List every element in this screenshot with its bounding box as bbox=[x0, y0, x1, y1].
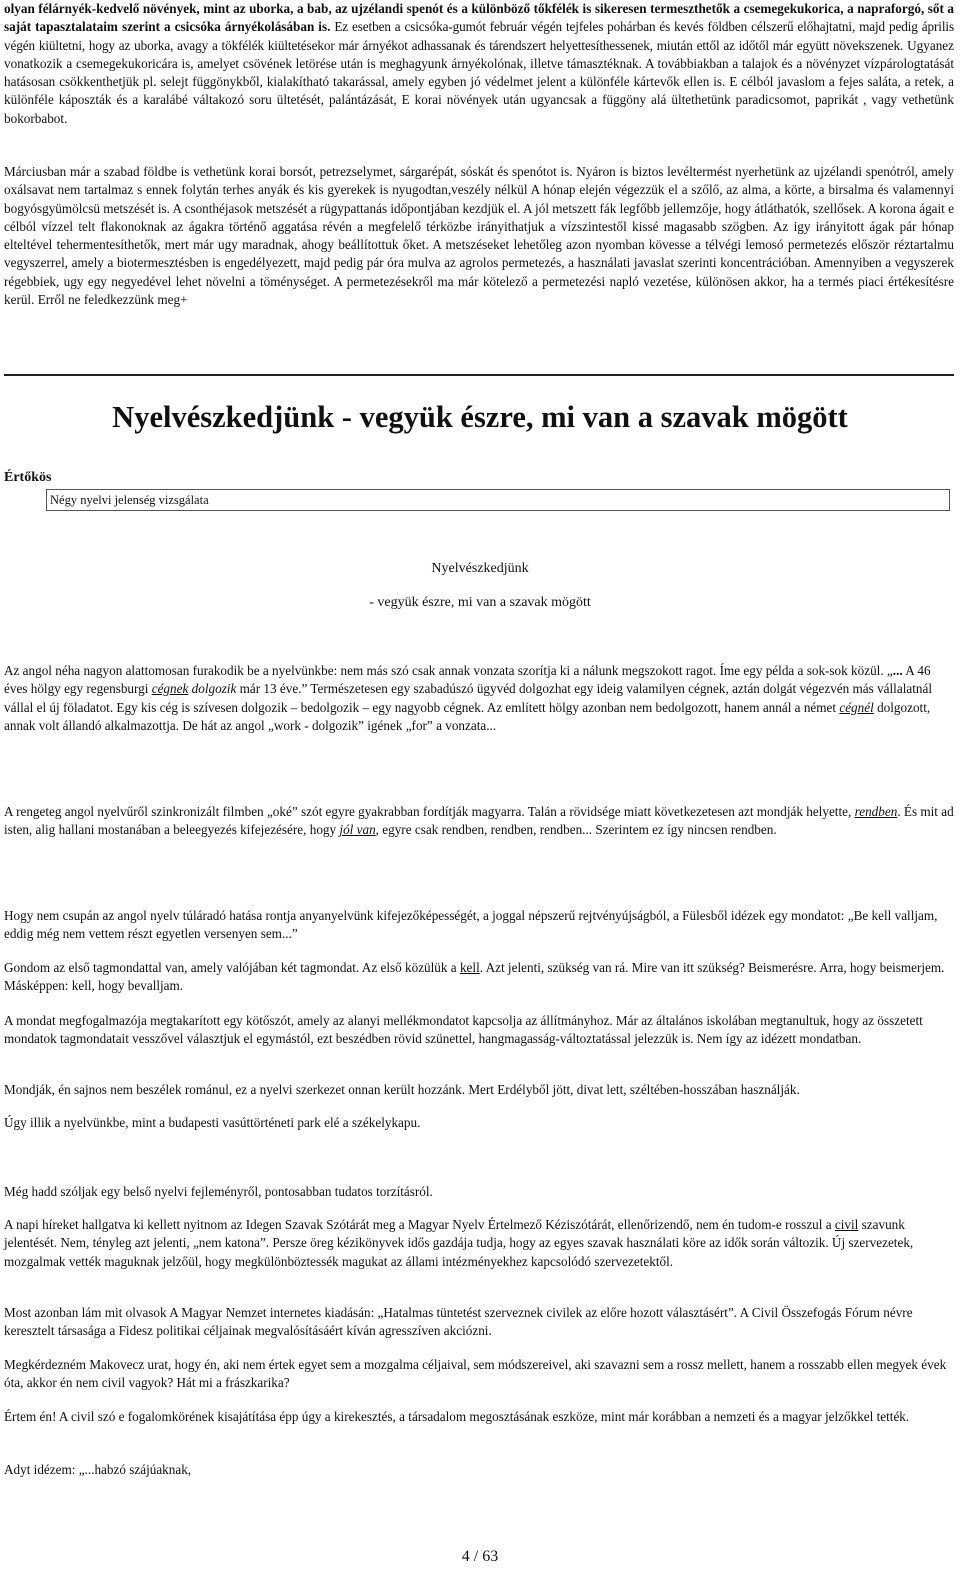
intro-paragraph-1 bbox=[4, 0, 954, 128]
a4-part-1: Gondom az első tagmondattal van, amely valójában két tagmondat. Az első közülük a bbox=[4, 960, 460, 975]
a9-part-2: szavunk jelentését. Nem, tényleg azt jelenti, „nem katona”. Persze öreg kézikönyvek idős gazdája tudja, hogy az egyes szavak használati köre az idők során változik. Új szervezetek, mozgalmak vették maguknak jelzőül, hogy megkülönböztessék magukat az állami intézményekhez kapcsolódó szervezetektől. bbox=[4, 1217, 914, 1269]
a2-underlined-1: rendben bbox=[854, 804, 898, 819]
a9-underlined: civil bbox=[834, 1217, 859, 1232]
article-paragraph-11: Megkérdezném Makovecz urat, hogy én, aki nem értek egyet sem a mozgalma céljaival, sem módszereivel, aki szavazni sem a rossz mellett, hanem a rosszabb ellen megyek évek óta, akkor én nem civil vagyok? Hát mi a frászkarika? bbox=[4, 1357, 947, 1391]
article-title: Nyelvészkedjünk - vegyük észre, mi van a szavak mögött bbox=[112, 400, 848, 434]
article-paragraph-7: Úgy illik a nyelvünkbe, mint a budapesti vasúttörténeti park elé a székelykapu. bbox=[4, 1115, 421, 1130]
intro-text-b: Ugyanez vonatkozik a csemegekukoricára is, amelyet csövének letörése után is meghagyunk árnyékolónak, illetve támasztéknak. bbox=[4, 37, 954, 71]
a2-part-1: A rengeteg angol nyelvűről szinkronizált filmben „oké” szót egyre gyakrabban fordítják magyarra. Talán a rövidsége miatt következetesen azt mondják helyette, bbox=[4, 804, 855, 819]
a2-part-3: , egyre csak rendben, rendben, rendben... Szerintem ez így nincsen rendben. bbox=[375, 822, 777, 838]
page-number: 4 / 63 bbox=[461, 1548, 499, 1565]
article-paragraph-1 bbox=[4, 662, 954, 735]
article-paragraph-10: Most azonban lám mit olvasok A Magyar Nemzet internetes kiadásán: „Hatalmas tüntetést szerveznek civilek az előre hozott választásért”. A Civil Összefogás Fórum névre keresztelt társasága a Fidesz politikai céljainak megvalósításáért kíván agresszíven akciózni. bbox=[4, 1305, 913, 1339]
article-paragraph-4 bbox=[4, 959, 954, 996]
intro-paragraph-2: Márciusban már a szabad földbe is vethetünk korai borsót, petrezselymet, sárgarépát, sóskát és spenótot is. Nyáron is biztos levéltermést nyerhetünk az ujzélandi spenótról, amely oxálsavat nem tartalmaz s ennek folytán terhes anyák és kis gyerekek is nyugodtan,veszély nélkül A hónap elején végezzük el a szőlő, az alma, a körte, a birsalma és valamennyi bogyósgyümölcsü metszését is. A csonthéjasok metszését a rügypattanás időpontjában kezdjük el. A jól metszett fák legfőbb jellemzője, hogy átláthatók, szellősek. A korona ágait e célból vízzel telt flakonoknak az ágakra történő aggatása révén a megfelelő térközbe irányithatjuk a vízszintestől kissé magasabb szögben. Az igy irányitott ágak pár hónap elteltével tehermentesíthetők, mert már ugy maradnak, ahogy beállítottuk őket. A metszéseket lehetőleg azon nyomban kövesse a télvégi lemosó permetezés először réztartalmu vegyszerrel, amely a biotermesztésben is engedélyezett, majd pedig pár óra mulva az agrolos permetezés, a használati javaslat szerinti koncentrációban. Amennyiben a vegyszerek régebbiek, ugy egy negyedével lehet növelni a töménységet. A permetezésekről ma már kötelező a permetezési napló vezetése, különösen akkor, ha a termés piaci értékesítésre kerül. Erről ne feledkezzünk meg+ bbox=[4, 164, 954, 308]
a1-dots: ... bbox=[892, 663, 903, 678]
a1-underlined-1: cégnek bbox=[151, 681, 189, 697]
article-paragraph-13: Adyt idézem: „...habzó szájúaknak, bbox=[4, 1462, 192, 1477]
centered-subtitle: - vegyük észre, mi van a szavak mögött bbox=[369, 595, 591, 610]
article-paragraph-9 bbox=[4, 1216, 954, 1271]
a1-underlined-2: cégnél bbox=[839, 699, 874, 715]
article-paragraph-6: Mondják, én sajnos nem beszélek románul, ez a nyelvi szerkezet onnan került hozzánk. Mert Erdélyből jött, divat lett, széltében-hosszában használják. bbox=[4, 1082, 800, 1097]
intro-text-c: A továbbiakban a talajok és a növényzet vízpárologtatását hatásosan csökkenthetjük pl. selejt függönykből, kialakítható takarással, amely egyben jó védelmet jelent a különféle kártevők ellen is. E célból javaslom a fejes saláta, a retek, a különféle káposzták és a karalábé váltakozó soru ültetését, palántázását, E korai növények után ugyancsak a függöny alá ültethetünk paradicsomot, paprikát , vagy vethetünk bokorbabot. bbox=[4, 55, 954, 126]
article-paragraph-5: A mondat megfogalmazója megtakarított egy kötőszót, amely az alanyi mellékmondatot kapcsolja az állítmányhoz. Már az általános iskolában megtanultuk, hogy az összetett mondatok tagmondatait vesszővel választjuk el egymástól, ezt beszédben rövid szünettel, hangmagasság-változtatással jelezzük is. Nem így az idézett mondatban. bbox=[4, 1013, 923, 1047]
article-paragraph-3: Hogy nem csupán az angol nyelv túláradó hatása rontja anyanyelvünk kifejezőképességét, a joggal népszerű rejtvényújságból, a Fülesből idézek egy mondatot: „Be kell valljam, eddig még nem vettem részt egyetlen versenyen sem...” bbox=[4, 908, 938, 942]
centered-title: Nyelvészkedjünk bbox=[431, 561, 529, 576]
a2-part-2: . És mit ad isten, alig hallani mostanában a beleegyezés kifejezésére, hogy bbox=[4, 804, 954, 838]
horizontal-divider bbox=[4, 374, 954, 376]
a1-part-1: Az angol néha nagyon alattomosan furakodik be a nyelvünkbe: nem más szó csak annak vonzata szorítja ki a nálunk megszokott ragot. Íme egy példa a sok-sok közül. „ bbox=[4, 663, 893, 678]
article-paragraph-8: Még hadd szóljak egy belső nyelvi fejleményről, pontosabban tudatos torzításról. bbox=[4, 1184, 433, 1199]
a1-italic: dolgozik bbox=[191, 681, 237, 697]
a2-underlined-2: jól van bbox=[339, 822, 376, 838]
summary-box: Négy nyelvi jelenség vizsgálata bbox=[46, 489, 950, 511]
a4-underlined: kell bbox=[459, 960, 480, 975]
section-label: Értőkös bbox=[4, 470, 52, 485]
a9-part-1: A napi híreket hallgatva ki kellett nyitnom az Idegen Szavak Szótárát meg a Magyar Nyelv Értelmező Kéziszótárát, ellenőrizendő, nem én tudom-e rosszul a bbox=[4, 1217, 835, 1232]
article-paragraph-12: Értem én! A civil szó e fogalomkörének kisajátítása épp úgy a kirekesztés, a társadalom megosztásának eszköze, mint már korábban a nemzeti és a magyar jelzőkkel tették. bbox=[4, 1409, 910, 1424]
a1-part-2: A 46 éves hölgy egy regensburgi bbox=[4, 663, 931, 697]
a1-part-3: már 13 éve.” Természetesen egy szabadúszó ügyvéd dolgozhat egy ideig valamilyen cégnek, aztán dolgát végezvén más vállalatnál vállal el új föladatot. Egy kis cég is szívesen dolgozik – bedolgozik – egy nagyobb cégnek. Az említett hölgy azonban nem bedolgozott, hanem annál a német bbox=[4, 681, 932, 715]
article-paragraph-2 bbox=[4, 803, 954, 840]
a4-part-2: . Azt jelenti, szükség van rá. Mire van itt szükség? Beismerésre. Arra, hogy beismerjem. Másképpen: kell, hogy bevalljam. bbox=[4, 960, 945, 994]
a1-part-4: dolgozott, annak volt állandó alkalmazottja. De hát az angol „work - dolgozik” igének „for” a vonzata... bbox=[4, 699, 931, 733]
intro-text-a: Ez esetben a csicsóka-gumót február végén tejfeles pohárban és kevés földben célszerű előhajtatni, majd pedig április végén kiültetni, hogy az uborka, avagy a tökfélék kiültetésekor már árnyékot adhassanak és tárendszert helyettesíthessenek, miután ettől az időtől már együtt növekszenek. bbox=[4, 19, 954, 53]
intro-bold-text: olyan félárnyék-kedvelő növények, mint az uborka, a bab, az ujzélandi spenót és a különböző tőkfélék is sikeresen termeszthetők a csemegekukorica, a napraforgó, sőt a saját tapasztalataim szerint a csicsóka árnyékolásában is. bbox=[4, 1, 954, 35]
